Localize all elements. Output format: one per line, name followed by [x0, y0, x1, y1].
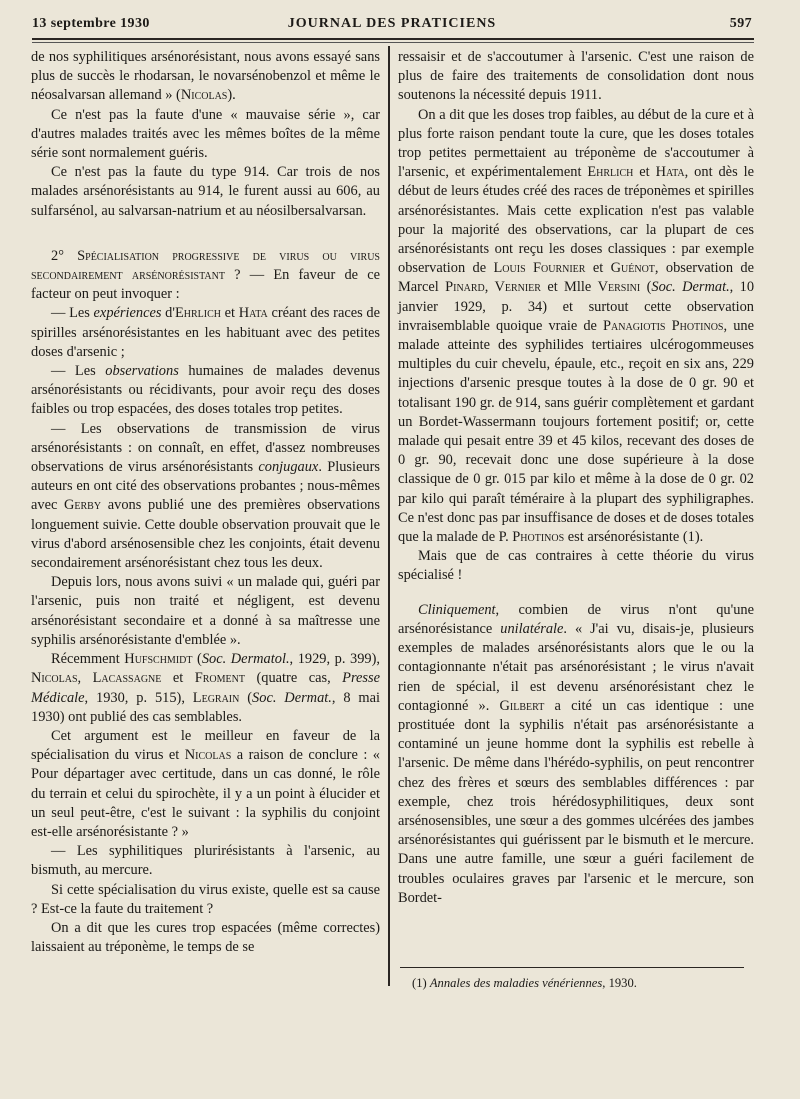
paragraph: — Les syphilitiques plurirésistants à l'arsenic, au bismuth, au mercure.	[31, 843, 380, 879]
paragraph: Cliniquement, combien de virus n'ont qu'une arsénorésistance unilatérale. « J'ai vu, disais-je, plusieurs exemples de malades arsénorésistants alors que le ou la contagionnante n'était pas arsénorésistant ; le virus n'avait rien de spécial, il est devenu arsénorésistant chez le contagionné ». Gilbert a cité un cas identique : une prostituée dont la syphilis n'était pas arsénorésistante a contaminé un jeune homme dont la syphilis est rebelle à l'arsenic. De même dans l'hérédo-syphilis, on peut rencontrer chez des frères et sœurs des semblables différences : par exemple, chez trois hérédosyphilitiques, deux sont arsénosensibles, une sœur a des gommes ulcérées des jambes arsénorésistantes qui guérissent par le bismuth et le mercure. Dans une autre famille, une sœur a guéri facilement de troubles oculaires graves par l'arsenic et le mercure, son Bordet-	[398, 601, 755, 906]
paragraph: Ce n'est pas la faute du type 914. Car trois de nos malades arsénorésistants au 914, le furent aussi au 606, au sulfarsénol, au salvarsan-natrium et au néosilbersalvarsan.	[31, 164, 380, 219]
paragraph: de nos syphilitiques arsénorésistant, nous avons essayé sans plus de succès le rhodarsan, le novarsénobenzol et même le néosalvarsan allemand » (Nicolas).	[31, 49, 380, 104]
header-rule	[32, 38, 754, 40]
footnote: (1) Annales des maladies vénériennes, 1930.	[412, 976, 637, 990]
page-number: 597	[729, 16, 752, 31]
column-separator	[388, 46, 390, 986]
paragraph: ressaisir et de s'accoutumer à l'arsenic. C'est une raison de plus de faire des traitements de consolidation dont nous soutenons la nécessité depuis 1911.	[398, 49, 754, 104]
paragraph: On a dit que les cures trop espacées (même correctes) laissaient au tréponème, le temps de se	[31, 919, 380, 956]
paragraph: Si cette spécialisation du virus existe, quelle est sa cause ? Est-ce la faute du traitement ?	[31, 881, 380, 917]
page-header	[32, 14, 752, 36]
paragraph: On a dit que les doses trop faibles, au début de la cure et à plus forte raison pendant toute la cure, que les doses totales trop petites permettaient au tréponème de s'accoutumer à l'arsenic, et expérimentalement Ehrlich et Hata, ont dès le début de leurs études créé des races de tréponèmes et spirilles arsénorésistantes. Mais cette explication n'est pas valable pour la majorité des observations, car la plupart de ces arsénorésistants ont reçu les doses classiques : par exemple observation de Louis Fournier et Guénot, observation de Marcel Pinard, Vernier et Mlle Versini (Soc. Dermat., 10 janvier 1929, p. 34) et surtout cette observation invraisemblable quoique vraie de Panagiotis Photinos, une malade atteinte des syphilides tertiaires ulcérogommeuses multiples du cuir chevelu, épaule, etc., reçoit en six ans, 229 injections d'arsenic presque toutes à la dose de 0 gr. 90 et totalisant 190 gr. de 914, sans guérir complètement et gardant un Bordet-Wassermann toujours fortement positif; or, cette malade qui pesait entre 39 et 45 kilos, recevant des doses de 0 gr. 90, recevait donc une dose supérieure à la dose classique de 0 gr. 015 par kilo et même à la dose de 0 gr. 02 par kilo qui paraît téméraire à la plupart des syphiligraphes. Ce n'est donc pas par insuffisance de doses et de doses totales que la malade de P. Photinos est arsénorésistante (1).	[398, 106, 755, 546]
paragraph: — Les observations de transmission de virus arsénorésistants : on connaît, en effet, d'assez nombreuses observations de virus arsénorésistants conjugaux. Plusieurs auteurs en ont cité des observations probantes ; nous-mêmes avec Gerby avons publié une des premières observations longuement suivie. Cette double observation prouvait que le virus d'abord arsénosensible chez les conjoints, était devenu secondairement arsénorésistant chez tous les deux.	[31, 420, 380, 572]
left-column	[31, 48, 380, 957]
paragraph: — Les expériences d'Ehrlich et Hata créant des races de spirilles arsénorésistantes en les habituant avec des petites doses d'arsenic ;	[31, 305, 380, 360]
section-heading: 2° Spécialisation progressive de virus ou virus secondairement arsénorésistant ? — En faveur de ce facteur on peut invoquer :	[31, 247, 380, 303]
issue-date: 13 septembre 1930	[32, 16, 150, 31]
paragraph: Cet argument est le meilleur en faveur de la spécialisation du virus et Nicolas a raison de conclure : « Pour départager avec certitude, dans un cas donné, le rôle du terrain et celui du spirochète, il y a un point à élucider et un seul peut-être, c'est le suivant : la syphilis du conjoint est-elle arsénorésistante ? »	[31, 727, 380, 840]
paragraph: — Les observations humaines de malades devenus arsénorésistants ou récidivants, pour avoir reçu des doses faibles ou trop espacées, des doses totales trop petites.	[31, 363, 380, 418]
paragraph: Récemment Hufschmidt (Soc. Dermatol., 1929, p. 399), Nicolas, Lacassagne et Froment (quatre cas, Presse Médicale, 1930, p. 515), Legrain (Soc. Dermat., 8 mai 1930) ont publié des cas semblables.	[31, 651, 380, 725]
paragraph: Mais que de cas contraires à cette théorie du virus spécialisé !	[398, 548, 754, 584]
paragraph: Depuis lors, nous avons suivi « un malade qui, guéri par l'arsenic, puis non traité et négligent, est devenu arsénorésistant secondaire et a donné à sa maîtresse une syphilis arsénorésistante d'emblée ».	[31, 574, 380, 648]
footnote-rule	[400, 967, 744, 968]
paragraph: Ce n'est pas la faute d'une « mauvaise série », car d'autres malades traités avec les mêmes boîtes de la même série sont normalement guéris.	[31, 106, 380, 162]
right-column	[398, 48, 754, 908]
journal-title: JOURNAL DES PRATICIENS	[287, 16, 497, 31]
header-rule-thin	[32, 42, 754, 43]
